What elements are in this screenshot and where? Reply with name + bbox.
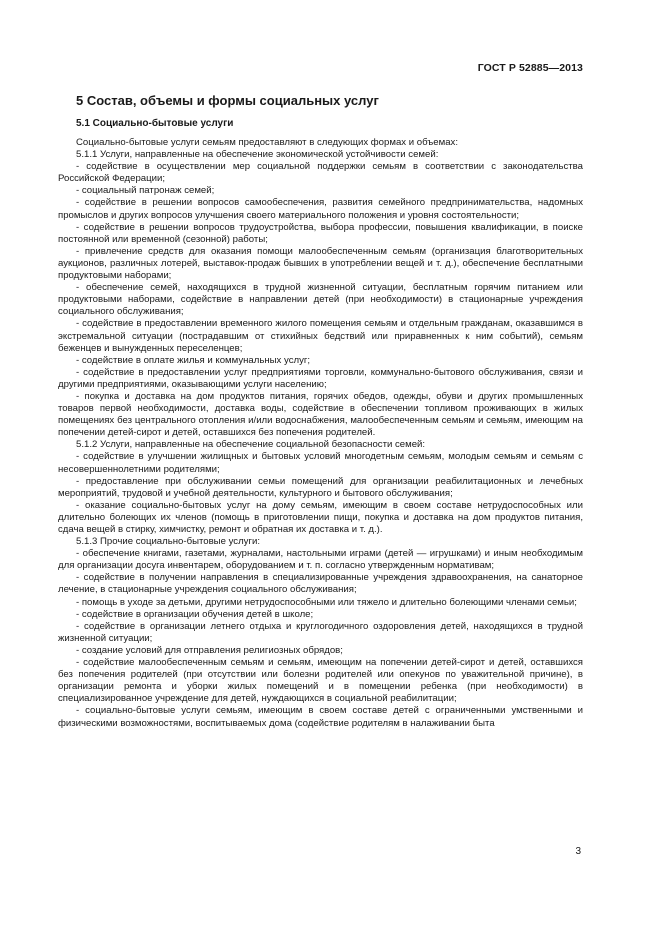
page-number: 3 bbox=[575, 846, 581, 857]
paragraph: - содействие в предоставлении услуг предприятиями торговли, коммунально-бытового обслуживания, связи и другими предприятиями, оказывающими услуги населению; bbox=[58, 366, 583, 390]
paragraph: - оказание социально-бытовых услуг на дому семьям, имеющим в своем составе нетрудоспособных или длительно болеющих их членов (помощь в приготовлении пищи, покупка и доставка на дом продуктов питания, сдача вещей в стирку, химчистку, ремонт и обратная их доставка и т. д.). bbox=[58, 499, 583, 535]
paragraph: Социально-бытовые услуги семьям предоставляют в следующих формах и объемах: bbox=[76, 137, 458, 148]
paragraph: - предоставление при обслуживании семьи помещений для организации реабилитационных и лечебных мероприятий, трудовой и учебной деятельности, культурного и бытового обслуживания; bbox=[58, 475, 583, 499]
paragraph: 5.1.2 Услуги, направленные на обеспечение социальной безопасности семей: bbox=[76, 439, 426, 451]
paragraph: - содействие в улучшении жилищных и бытовых условий многодетным семьям, молодым семьям и семьям с несовершеннолетними родителями; bbox=[58, 451, 583, 475]
paragraph: - содействие в решении вопросов самообеспечения, развития семейного предпринимательства, надомных промыслов и других вопросов улучшения своего материального положения и уровня состоятельности; bbox=[58, 197, 583, 221]
paragraph: - социально-бытовые услуги семьям, имеющим в своем составе детей с ограниченными умственными и физическими возможностями, воспитываемых дома (содействие родителям в налаживании быта bbox=[58, 705, 583, 729]
paragraph: - обеспечение семей, находящихся в трудной жизненной ситуации, бесплатным горячим питанием или продуктовыми наборами, содействие в направлении детей (при необходимости) в стационарные учреждения социального обслуживания; bbox=[58, 282, 583, 318]
paragraph: - содействие в организации летнего отдыха и круглогодичного оздоровления детей, находящихся в трудной жизненной ситуации; bbox=[58, 620, 583, 644]
paragraph: 5.1.3 Прочие социально-бытовые услуги: bbox=[76, 536, 260, 548]
paragraph: - создание условий для отправления религиозных обрядов; bbox=[76, 644, 343, 656]
body-text bbox=[58, 137, 583, 730]
paragraph: - социальный патронаж семей; bbox=[76, 185, 215, 197]
paragraph: - содействие в предоставлении временного жилого помещения семьям и отдельным гражданам, оказавшимся в экстремальной ситуации (пострадавшим от стихийных бедствий или приравненных к ним событий), семьям беженцев и вынужденных переселенцев; bbox=[58, 318, 583, 354]
paragraph: - содействие в осуществлении мер социальной поддержки семьям в соответствии с законодательства Российской Федерации; bbox=[58, 161, 583, 185]
paragraph: - содействие в получении направления в специализированные учреждения здравоохранения, на санаторное лечение, в стационарные учреждения социального обслуживания; bbox=[58, 572, 583, 596]
paragraph: - содействие в решении вопросов трудоустройства, выбора профессии, повышения квалификации, в поиске постоянной или временной (сезонной) работы; bbox=[58, 221, 583, 245]
paragraph: - помощь в уходе за детьми, другими нетрудоспособными или тяжело и длительно болеющими членами семьи; bbox=[76, 596, 577, 608]
paragraph: - содействие в оплате жилья и коммунальных услуг; bbox=[76, 354, 311, 366]
paragraph: - содействие в организации обучения детей в школе; bbox=[76, 608, 314, 620]
paragraph: - покупка и доставка на дом продуктов питания, горячих обедов, одежды, обуви и других промышленных товаров первой необходимости, доставка воды, содействие в обеспечении топливом проживающих в жилых помещениях без центрального отопления и/или водоснабжения, малообеспеченным семьям и семьям, имеющим на попечении детей-сирот и детей, оставшихся без попечения родителей. bbox=[58, 390, 583, 439]
paragraph: - содействие малообеспеченным семьям и семьям, имеющим на попечении детей-сирот и детей, оставшихся без попечения родителей (при отсутствии или болезни родителей или опекунов по уважительной причине), в организации ремонта и уборки жилых помещений и в помещении ребенка (при необходимости) в специализированное учреждение для детей, нуждающихся в социальной реабилитации; bbox=[58, 657, 583, 705]
paragraph: 5.1.1 Услуги, направленные на обеспечение экономической устойчивости семей: bbox=[76, 149, 439, 161]
paragraph: - привлечение средств для оказания помощи малообеспеченным семьям (организация благотворительных аукционов, различных лотерей, выставок-продаж бывших в употреблении вещей и т. д.), обеспечение бесплатными продуктовыми наборами; bbox=[58, 245, 583, 282]
section-title: 5 Состав, объемы и формы социальных услуг bbox=[76, 93, 379, 108]
subsection-title: 5.1 Социально-бытовые услуги bbox=[76, 118, 234, 129]
standard-designation: ГОСТ Р 52885—2013 bbox=[477, 62, 583, 74]
paragraph: - обеспечение книгами, газетами, журналами, настольными играми (детей — игрушками) и иным необходимым для организации досуга инвентарем, оборудованием и т. п. согласно утвержденным нормативам; bbox=[58, 548, 583, 572]
